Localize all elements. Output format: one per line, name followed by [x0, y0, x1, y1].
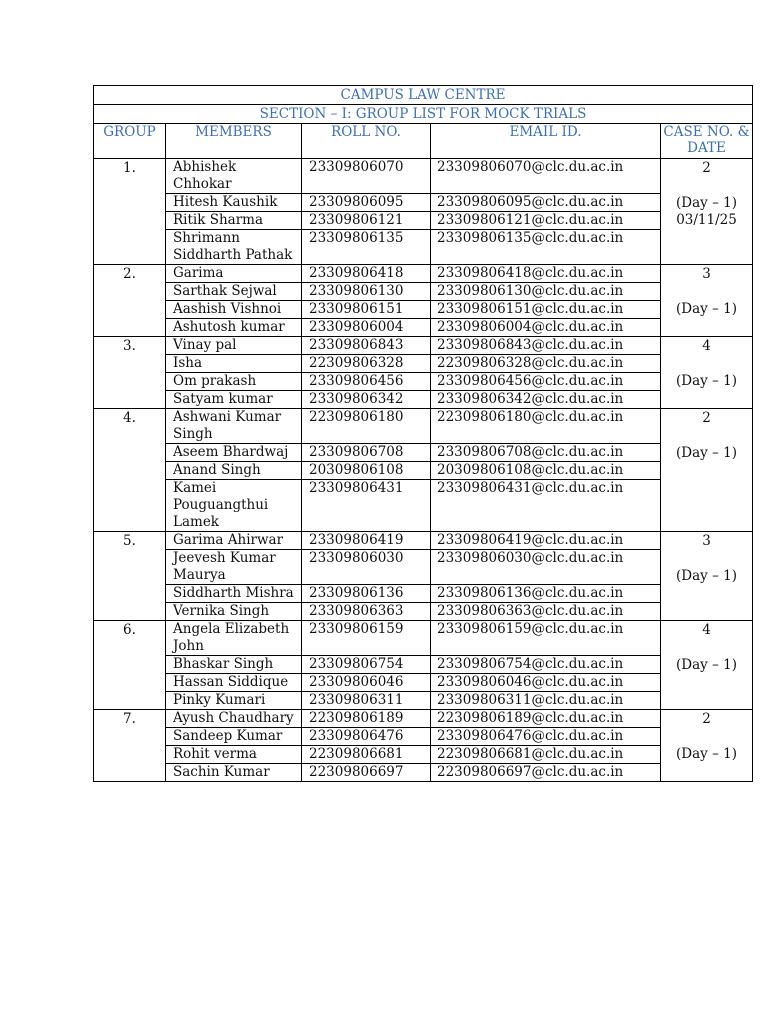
member-name: Om prakash	[166, 373, 302, 391]
roll-number: 23309806419	[302, 532, 431, 550]
member-name: Sandeep Kumar	[166, 728, 302, 746]
member-name: Garima	[166, 265, 302, 283]
roll-number: 23309806070	[302, 159, 431, 194]
table-row	[94, 621, 753, 656]
email-address: 23309806363@clc.du.ac.in	[431, 603, 661, 621]
email-address: 23309806030@clc.du.ac.in	[431, 550, 661, 585]
case-number: 4	[702, 622, 711, 638]
member-name: Siddharth Mishra	[166, 585, 302, 603]
email-address: 23309806004@clc.du.ac.in	[431, 319, 661, 337]
column-header-roll: ROLL NO.	[302, 124, 431, 159]
group-number: 3.	[94, 337, 166, 409]
roll-number: 23309806130	[302, 283, 431, 301]
roll-number: 23309806046	[302, 674, 431, 692]
trial-day: (Day – 1)	[676, 445, 737, 461]
table-row	[94, 692, 753, 710]
roll-number: 23309806136	[302, 585, 431, 603]
table-row	[94, 532, 753, 550]
group-number: 5.	[94, 532, 166, 621]
email-address: 23309806070@clc.du.ac.in	[431, 159, 661, 194]
email-address: 23309806419@clc.du.ac.in	[431, 532, 661, 550]
trial-day: (Day – 1)	[676, 568, 737, 584]
member-name: Aseem Bhardwaj	[166, 444, 302, 462]
member-name: Ayush Chaudhary	[166, 710, 302, 728]
roll-number: 22309806681	[302, 746, 431, 764]
column-header-members: MEMBERS	[166, 124, 302, 159]
member-name: Hassan Siddique	[166, 674, 302, 692]
roll-number: 23309806342	[302, 391, 431, 409]
member-name: Ashwani Kumar Singh	[166, 409, 302, 444]
email-address: 23309806135@clc.du.ac.in	[431, 230, 661, 265]
roll-number: 23309806843	[302, 337, 431, 355]
roll-number: 22309806328	[302, 355, 431, 373]
email-address: 22309806180@clc.du.ac.in	[431, 409, 661, 444]
member-name: Ashutosh kumar	[166, 319, 302, 337]
table-row	[94, 710, 753, 728]
email-address: 23309806151@clc.du.ac.in	[431, 301, 661, 319]
case-and-date	[661, 337, 753, 409]
roll-number: 23309806004	[302, 319, 431, 337]
table-row	[94, 444, 753, 462]
roll-number: 23309806456	[302, 373, 431, 391]
email-address: 22309806328@clc.du.ac.in	[431, 355, 661, 373]
trial-date: 03/11/25	[676, 212, 737, 228]
table-row	[94, 746, 753, 764]
email-address: 22309806697@clc.du.ac.in	[431, 764, 661, 782]
member-name: Sachin Kumar	[166, 764, 302, 782]
email-address: 23309806095@clc.du.ac.in	[431, 194, 661, 212]
member-name: Anand Singh	[166, 462, 302, 480]
group-number: 6.	[94, 621, 166, 710]
table-row	[94, 391, 753, 409]
roll-number: 23309806159	[302, 621, 431, 656]
member-name: Kamei Pouguangthui Lamek	[166, 480, 302, 532]
table-row	[94, 194, 753, 212]
roll-number: 23309806754	[302, 656, 431, 674]
case-number: 4	[702, 338, 711, 354]
member-name: Rohit verma	[166, 746, 302, 764]
column-header-row	[94, 124, 753, 159]
table-row	[94, 550, 753, 585]
email-address: 23309806476@clc.du.ac.in	[431, 728, 661, 746]
table-row	[94, 212, 753, 230]
case-and-date	[661, 159, 753, 265]
table-row	[94, 462, 753, 480]
member-name: Sarthak Sejwal	[166, 283, 302, 301]
case-and-date	[661, 621, 753, 710]
member-name: Hitesh Kaushik	[166, 194, 302, 212]
document-title: CAMPUS LAW CENTRE	[94, 86, 753, 105]
roll-number: 23309806121	[302, 212, 431, 230]
email-address: 23309806431@clc.du.ac.in	[431, 480, 661, 532]
member-name: Garima Ahirwar	[166, 532, 302, 550]
email-address: 23309806843@clc.du.ac.in	[431, 337, 661, 355]
case-number: 2	[702, 160, 711, 176]
roll-number: 22309806180	[302, 409, 431, 444]
document-subtitle: SECTION – I: GROUP LIST FOR MOCK TRIALS	[94, 105, 753, 124]
table-row	[94, 656, 753, 674]
roll-number: 23309806311	[302, 692, 431, 710]
roll-number: 23309806030	[302, 550, 431, 585]
column-header-group: GROUP	[94, 124, 166, 159]
group-number: 1.	[94, 159, 166, 265]
email-address: 23309806754@clc.du.ac.in	[431, 656, 661, 674]
roll-number: 23309806363	[302, 603, 431, 621]
trial-day: (Day – 1)	[676, 301, 737, 317]
roll-number: 23309806708	[302, 444, 431, 462]
member-name: Shrimann Siddharth Pathak	[166, 230, 302, 265]
email-address: 23309806456@clc.du.ac.in	[431, 373, 661, 391]
column-header-case: CASE NO. & DATE	[661, 124, 753, 159]
case-number: 3	[702, 266, 711, 282]
roll-number: 20309806108	[302, 462, 431, 480]
mock-trial-group-table	[93, 85, 753, 782]
case-and-date	[661, 532, 753, 621]
column-header-email: EMAIL ID.	[431, 124, 661, 159]
roll-number: 22309806697	[302, 764, 431, 782]
table-row	[94, 585, 753, 603]
roll-number: 23309806418	[302, 265, 431, 283]
case-and-date	[661, 409, 753, 532]
email-address: 22309806189@clc.du.ac.in	[431, 710, 661, 728]
roll-number: 23309806151	[302, 301, 431, 319]
roll-number: 23309806431	[302, 480, 431, 532]
member-name: Vernika Singh	[166, 603, 302, 621]
email-address: 23309806130@clc.du.ac.in	[431, 283, 661, 301]
case-and-date	[661, 265, 753, 337]
trial-day: (Day – 1)	[676, 195, 737, 211]
member-name: Isha	[166, 355, 302, 373]
trial-day: (Day – 1)	[676, 657, 737, 673]
email-address: 23309806159@clc.du.ac.in	[431, 621, 661, 656]
table-row	[94, 265, 753, 283]
table-row	[94, 373, 753, 391]
table-row	[94, 319, 753, 337]
trial-day: (Day – 1)	[676, 373, 737, 389]
table-row	[94, 355, 753, 373]
case-number: 2	[702, 711, 711, 727]
table-row	[94, 480, 753, 532]
member-name: Bhaskar Singh	[166, 656, 302, 674]
email-address: 23309806708@clc.du.ac.in	[431, 444, 661, 462]
table-row	[94, 337, 753, 355]
title-row	[94, 86, 753, 105]
email-address: 23309806121@clc.du.ac.in	[431, 212, 661, 230]
table-row	[94, 230, 753, 265]
case-number: 2	[702, 410, 711, 426]
table-row	[94, 301, 753, 319]
member-name: Aashish Vishnoi	[166, 301, 302, 319]
member-name: Abhishek Chhokar	[166, 159, 302, 194]
group-number: 7.	[94, 710, 166, 782]
member-name: Pinky Kumari	[166, 692, 302, 710]
roll-number: 22309806189	[302, 710, 431, 728]
table-row	[94, 674, 753, 692]
email-address: 23309806418@clc.du.ac.in	[431, 265, 661, 283]
email-address: 23309806342@clc.du.ac.in	[431, 391, 661, 409]
trial-day: (Day – 1)	[676, 746, 737, 762]
table-row	[94, 728, 753, 746]
case-number: 3	[702, 533, 711, 549]
email-address: 22309806681@clc.du.ac.in	[431, 746, 661, 764]
email-address: 23309806046@clc.du.ac.in	[431, 674, 661, 692]
table-row	[94, 603, 753, 621]
subtitle-row	[94, 105, 753, 124]
case-and-date	[661, 710, 753, 782]
member-name: Angela Elizabeth John	[166, 621, 302, 656]
table-row	[94, 764, 753, 782]
group-number: 4.	[94, 409, 166, 532]
member-name: Jeevesh Kumar Maurya	[166, 550, 302, 585]
roll-number: 23309806476	[302, 728, 431, 746]
table-row	[94, 159, 753, 194]
email-address: 23309806311@clc.du.ac.in	[431, 692, 661, 710]
table-row	[94, 409, 753, 444]
group-number: 2.	[94, 265, 166, 337]
email-address: 23309806136@clc.du.ac.in	[431, 585, 661, 603]
member-name: Vinay pal	[166, 337, 302, 355]
roll-number: 23309806095	[302, 194, 431, 212]
roll-number: 23309806135	[302, 230, 431, 265]
table-row	[94, 283, 753, 301]
member-name: Satyam kumar	[166, 391, 302, 409]
email-address: 20309806108@clc.du.ac.in	[431, 462, 661, 480]
member-name: Ritik Sharma	[166, 212, 302, 230]
